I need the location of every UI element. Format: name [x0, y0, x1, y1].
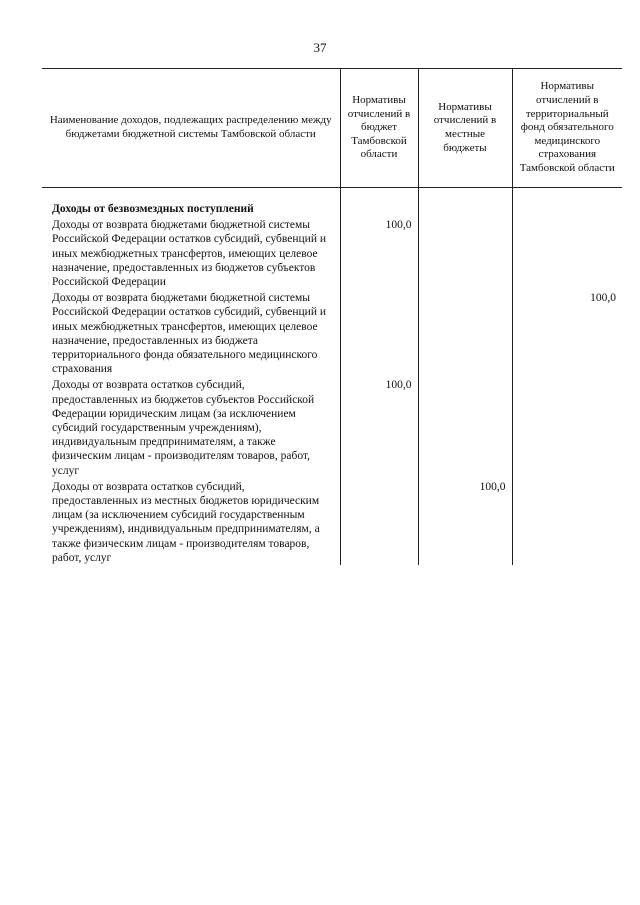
fund-norm-cell — [512, 376, 622, 477]
revenue-distribution-table — [42, 68, 622, 565]
regional-norm-cell: 100,0 — [340, 376, 418, 477]
regional-norm-cell: 100,0 — [340, 216, 418, 289]
revenue-name-cell: Доходы от возврата остатков субсидий, предоставленных из бюджетов субъектов Российской Федерации юридическим лицам (за исключением субсидий государственным учреждениям), индивидуальным предпринимателям, а также физическим лицам - производителям товаров, работ, услуг — [52, 379, 315, 477]
table-header — [42, 69, 622, 188]
section-row — [42, 188, 622, 217]
local-norm-cell — [418, 376, 512, 477]
section-empty-cell — [418, 188, 512, 217]
fund-norm-cell — [512, 216, 622, 289]
table-row — [42, 216, 622, 289]
local-norm-cell — [418, 216, 512, 289]
header-medical-fund-norm: Нормативы отчислений в территориальный фонд обязательного медицинского страхования Тамбовской области — [512, 69, 622, 188]
header-revenue-name: Наименование доходов, подлежащих распределению между бюджетами бюджетной системы Тамбовской области — [42, 69, 340, 188]
table-body — [42, 188, 622, 566]
fund-norm-cell — [512, 478, 622, 565]
table-row — [42, 376, 622, 477]
header-local-budget-norm: Нормативы отчислений в местные бюджеты — [418, 69, 512, 188]
header-regional-budget-norm: Нормативы отчислений в бюджет Тамбовской области — [340, 69, 418, 188]
section-empty-cell — [512, 188, 622, 217]
regional-norm-cell — [340, 478, 418, 565]
table-row — [42, 289, 622, 376]
table-row — [42, 478, 622, 565]
section-empty-cell — [340, 188, 418, 217]
header-row — [42, 69, 622, 188]
revenue-name-cell: Доходы от возврата бюджетами бюджетной системы Российской Федерации остатков субсидий, субвенций и иных межбюджетных трансфертов, имеющих целевое назначение, предоставленных из бюджета территориального фонда обязательного медицинского страхования — [52, 292, 327, 376]
revenue-name-cell: Доходы от возврата остатков субсидий, предоставленных из местных бюджетов юридическим лицам (за исключением субсидий государственным учреждениям), индивидуальным предпринимателям, а также физическим лицам - производителям товаров, работ, услуг — [52, 480, 320, 564]
fund-norm-cell: 100,0 — [512, 289, 622, 376]
section-title: Доходы от безвозмездных поступлений — [52, 203, 254, 215]
page-number: 37 — [313, 40, 327, 55]
local-norm-cell: 100,0 — [418, 478, 512, 565]
local-norm-cell — [418, 289, 512, 376]
revenue-name-cell: Доходы от возврата бюджетами бюджетной системы Российской Федерации остатков субсидий, субвенций и иных межбюджетных трансфертов, имеющих целевое назначение, предоставленных из бюджетов субъектов Российской Федерации — [52, 219, 327, 289]
revenue-distribution-table-container — [42, 68, 622, 565]
regional-norm-cell — [340, 289, 418, 376]
